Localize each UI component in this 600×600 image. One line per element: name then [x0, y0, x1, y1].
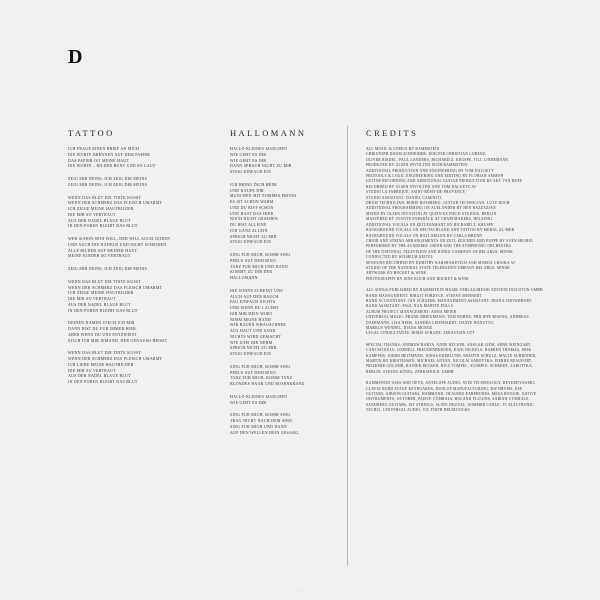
- credits-title: CREDITS: [366, 128, 419, 138]
- text-line: CONDUCTED BY WILHELM KEITEL: [366, 255, 434, 260]
- text-line: DAERMANN, LISA NEHS, SANDRA LEHNHARDT, DANTE BONUTTO,: [366, 320, 495, 325]
- text-line: IN DEN POREN BLEIBT DAS BLUT: [68, 380, 138, 384]
- lyric-stanza: [230, 289, 342, 358]
- lyric-stanza: [68, 267, 228, 273]
- text-line: STEIG EINFACH EIN: [230, 170, 272, 174]
- text-line: STUDIO OF THE NATIONAL STATE TELERADIOCOMPANY BELARUS, MINSK: [366, 265, 510, 270]
- text-line: DU BIST ALLEINE: [230, 223, 267, 227]
- text-line: OF THE NATIONAL TELEVISION AND RADIO COMPANY OF BELARUS, MINSK: [366, 249, 514, 254]
- text-line: DIE WORTE – BILDER BUNT UND SO LAUT: [68, 164, 156, 169]
- text-line: IN DEN POREN BLEIBT DAS BLUT: [68, 308, 138, 313]
- text-line: WIE GEHT ES DIR: [230, 158, 267, 163]
- text-line: UND AUCH DIE NADELN UND NICHT SCHEIDEN: [68, 242, 167, 247]
- text-line: BACKGROUND VOCALS ON HALLOMANN BY CARLA BRUNN: [366, 233, 483, 238]
- text-line: MARTIN BO KRISTENSEN, MICHAEL ANTON, NICOLAI SABOTTKA, PIERRE BEAUFORT,: [366, 359, 533, 364]
- credits-body: [366, 147, 546, 414]
- text-line: DIE MIR SO VERTRAUT: [68, 297, 116, 301]
- text-line: CANI NICKELS, CORNELL FREUDENBERGER, DANI NICKELS, DARREN THOMAS, ERIK: [366, 348, 532, 353]
- tattoo-title: TATTOO: [68, 128, 115, 138]
- text-line: BAND ASSISTANT: PAUL NAN MARTIN POLLS: [366, 304, 454, 309]
- text-line: BAND MANAGEMENT: BIRGIT FORDYCE, STEFAN MEHNERT: [366, 293, 482, 298]
- text-line: AUS DER NADEL BLAUE BLUT: [68, 302, 131, 307]
- text-line: UND WENN DU LACHST: [230, 306, 280, 310]
- text-line: PERLE AUF DEM RING: [230, 258, 276, 263]
- text-line: DIE WORTE BRENNEN AUF DEM PAPIER: [68, 152, 151, 157]
- text-line: NOCH NICHT GESEHEN: [230, 217, 278, 222]
- text-line: IN DEN POREN BLEIBT DAS BLUT: [68, 224, 138, 229]
- tattoo-lyrics: [68, 128, 228, 393]
- text-line: HALLOMANN: [230, 276, 258, 280]
- hallomann-body: [230, 147, 342, 436]
- text-line: TANZ FÜR MICH, KOMM TANZ: [230, 376, 293, 381]
- text-line: ICH ZEIGE MEINE HAUTBILDER: [68, 291, 134, 296]
- text-line: STUDIO LA FABRIQUE, SAINT-RÉMY-DE-PROVENCE: [366, 190, 466, 195]
- text-line: UND HAST DAS HIER: [230, 211, 274, 216]
- text-line: ALLE BILDER AUF MEINER HAUT: [68, 248, 138, 253]
- text-line: PRODUCED BY OLSEN INVOLTINI WITH RAMMSTEIN: [366, 163, 468, 168]
- lyric-stanza: [68, 237, 228, 260]
- lyric-stanza: [68, 351, 228, 386]
- text-line: AUCH AUF DEN BAUCH: [230, 294, 279, 299]
- text-line: UND KAUFE DIR: [230, 188, 264, 193]
- text-line: MARKUS WENDEL, DIANA MUNOZ: [366, 326, 433, 330]
- text-line: PRIZEMIR GÖLOMB, RAINER BECKER, RICO TOMPEL, SCORPIO, SCHMIDT, SABOTTKA,: [366, 364, 534, 369]
- text-line: ADDITIONAL PROGRAMMING ON AUSLÄNDER BY BEN BAZZAZIAN: [366, 206, 496, 211]
- text-line: TRAG NICHT NACH DEM SINN: [230, 419, 293, 423]
- text-line: DEINEN NAMEN STECH ICH MIR: [68, 321, 135, 326]
- lyric-stanza: [68, 147, 228, 170]
- lyric-stanza: [68, 177, 228, 189]
- text-line: DANN SPRACH NICHT ZU MIR: [230, 164, 292, 169]
- text-line: ARTWORK BY ROCKET & WINK: [366, 271, 427, 276]
- credit-block: [366, 288, 546, 337]
- text-line: UNIVERSAL MUSIC: FRANK BRIEGMANN, TOM BOHNE, PHILIPPE ROSING, ANDREAS: [366, 315, 529, 320]
- text-line: SPECIAL THANKS: ANDREW BARTA, ANNE BECKER, ANSGAR LIEM, ARNE WEINGART,: [366, 342, 532, 347]
- text-line: UND DU BIST SCHÖN: [230, 205, 274, 210]
- text-line: HALLO KLEINES MÄDCHEN: [230, 147, 288, 151]
- column-divider: [347, 126, 348, 566]
- text-line: SING FÜR MICH, KOMM SING: [230, 364, 291, 369]
- text-line: NICHTS WIRD GEMACHT: [230, 334, 282, 339]
- lyric-stanza: [230, 395, 342, 407]
- credit-block: [366, 343, 546, 375]
- text-line: AUS HAUT UND SAND: [230, 329, 276, 333]
- lyric-stanza: [230, 365, 342, 388]
- text-line: ICH BRING DICH HEIM: [230, 182, 277, 187]
- text-line: WER SCHÖN SEIN WILL, DER WILL AUCH LEIDEN: [68, 237, 171, 241]
- credit-block: [366, 147, 546, 282]
- text-line: MÜNCHEN MIT POMMES FRITES: [230, 194, 297, 199]
- text-line: SESSIONS RECORDED BY DZMITRY KARSHAKEVICH AND MARIIA CHAIKA AT: [366, 260, 516, 265]
- text-line: WIE GEHT ES DIR: [230, 152, 267, 157]
- lyric-stanza: [230, 413, 342, 436]
- hallomann-title: HALLOMANN: [230, 128, 307, 138]
- text-line: GUITARS, GIBSON GUITARS, HAMMOND, JH AUDIO EARPHONES, MESA BOOGIE, NATIVE: [366, 392, 537, 397]
- text-line: NIMM MEINE HAND: [230, 317, 272, 322]
- text-line: MEINE KINDER SO VERTRAUT: [68, 254, 131, 259]
- text-line: STUDIO ASSISTANT: DANIEL CAMINITI: [366, 195, 442, 200]
- text-line: GUITAR RECORDING AND ADDITIONAL GUITAR PRODUCTION BY SKY VAN HOFF: [366, 179, 523, 184]
- lyric-stanza: [68, 321, 228, 344]
- text-line: WENN DER SCHMERZ DAS FLEISCH UMARMT: [68, 285, 163, 290]
- text-line: CHOIR AND STRING ARRANGEMENTS ON ZEIT, ZEICHEN AND PUPPE BY SVEN HELBIG: [366, 238, 534, 243]
- text-line: ES IST SCHON WARM: [230, 200, 274, 204]
- lyric-stanza: [230, 147, 342, 176]
- text-line: DAS PAPIER IST MEINE HAUT: [68, 158, 130, 163]
- text-line: RAMMSTEIN USES AND NEVE, ANTELOPE AUDIO, AVID TECHNOLOGY, BEYERDYNAMIC,: [366, 381, 537, 386]
- text-line: RECORDED BY OLSEN INVOLTINI AND TOM DALGETY AT: [366, 184, 477, 189]
- text-line: WENN DAS BLUT DIE TINTE KÜSST: [68, 279, 142, 284]
- text-line: WIR BAUEN WHAUSCHNEE: [230, 323, 287, 328]
- text-line: TANZ FÜR MICH UND DANN: [230, 264, 288, 269]
- text-line: WENN DER SCHMERZ DAS FLEISCH UMARMT: [68, 201, 163, 206]
- text-line: DRUM TECHNICIAN: BORIS ROSSBERG, GUITAR TECHNICIAN: LUTZ ROCH: [366, 201, 510, 206]
- text-line: WIE ICHS DIR NEHM: [230, 340, 273, 345]
- text-line: SPRICH NICHT ZU MIR: [230, 346, 277, 351]
- hallomann-lyrics: [230, 128, 342, 443]
- text-line: BERLIN, STEFAN KÖNIG, ZEBRAHOLD, GMBH: [366, 369, 454, 374]
- text-line: ZEIG MIR DEINS, ICH ZEIG DIR MEINS: [68, 267, 148, 271]
- text-line: ADDITIONAL PRODUCTION AND ENGINEERING BY TOM DALGETY: [366, 168, 494, 173]
- text-line: AUS DER NADEL BLAUE BLUT: [68, 218, 131, 223]
- text-line: ICH FRAGE EINEN BRIEF AN MICH: [68, 147, 140, 151]
- text-line: ICH GANZ ALLEIN: [230, 228, 268, 233]
- text-line: SING FÜR MICH, KOMM SING: [230, 413, 291, 418]
- lyric-stanza: [68, 196, 228, 231]
- text-line: PROTOOLS & LOGIC ENGINEERING AND EDITING BY FLORIAN AMMON: [366, 174, 504, 179]
- lyric-stanza: [68, 280, 228, 315]
- lyric-stanza: [230, 253, 342, 282]
- page-letter: D: [68, 46, 84, 68]
- tattoo-body: [68, 147, 228, 386]
- text-line: FAG EINFACH NICHTS: [230, 300, 276, 305]
- credits-section: [366, 128, 546, 420]
- text-line: STEIG EINFACH EIN: [230, 352, 272, 356]
- credit-block: [366, 381, 546, 413]
- text-line: PERLE AUF DEM RING: [230, 370, 276, 375]
- text-line: ICH LIEBE MEINE HAUTBILDER: [68, 362, 134, 367]
- text-line: BLONDES HAAR UND ROSENKRANZ: [230, 382, 305, 386]
- text-line: TECH21, UNIVERSAL AUDIO, VIC FIRTH DRUMSTICKS: [366, 408, 470, 413]
- text-line: ALL SONGS PUBLISHED BY RAMMSTEIN MUSIK VERLAG/MUSIK EDITION DISCOTON GMBH: [366, 288, 543, 293]
- text-line: WENN DAS BLUT DIE TINTE KÜSST: [68, 195, 142, 200]
- text-line: GIB MIR DEIN WORT: [230, 311, 273, 316]
- text-line: ZEIG MIR DEINS, ICH ZEIG DIR MEINS: [68, 177, 148, 181]
- text-line: INSTRUMENTS, OCTOBER, PAISTE CYMBALS, ROLAND PLUGINS, SABIAN CYMBALS,: [366, 397, 530, 402]
- text-line: WENN DER SCHMERZ DAS FLEISCH UMARMT: [68, 357, 163, 361]
- text-line: MIXED BY OLSEN INVOLTINI AT QUIEN ES FIELD STUDIOS, BERLIN: [366, 211, 497, 216]
- text-line: CLAVIA NORD STAGE KEYBOARDS, DUNLOP MANUFACTURING, DW DRUMS, ESP: [366, 386, 523, 391]
- text-line: PHOTOGRAPHY BY JENS KOCH AND ROCKET & WINK: [366, 276, 470, 281]
- text-line: BACKGROUND VOCALS ON DEUTSCHLAND AND TATTOO BY MERAL AL-MER: [366, 228, 515, 233]
- text-line: SING FÜR MICH UND DANN: [230, 424, 287, 429]
- text-line: MASTERED BY SVANTE FORSBÄCK AT CHARTMAKERS, HELSINKI: [366, 217, 493, 222]
- text-line: DIE MIR SO VERTRAUT: [68, 212, 116, 217]
- text-line: KAMPFER, JOERN HEITMANN, JONAS EKERLUND, KRISTIN SCHULZ, MALTE SCHRÖDER,: [366, 353, 537, 358]
- text-line: AUS DER NADEL BLAUE BLUT: [68, 374, 131, 379]
- text-line: ALBUM PROJECT MANAGEMENT: ANNA MEIER: [366, 309, 457, 314]
- text-line: CHRISTOPH DOOM SCHNEIDER, DOKTOR CHRISTIAN LORENZ,: [366, 152, 487, 157]
- lyric-stanza: [230, 183, 342, 246]
- text-line: DIE MIR SO VERTRAUT: [68, 368, 116, 373]
- text-line: KOMMT ZU DIR DER: [230, 270, 273, 275]
- text-line: BAND ACCOUNTANT: JAN SCHAFER, MANAGEMENT ASSISTANT: DIANA CHOWDHURY: [366, 298, 532, 303]
- text-line: PERFORMED BY THE ACADEMIC CHOIR AND THE SYMPHONIC ORCHESTRA: [366, 244, 512, 249]
- text-line: STICH ICH MIR JEMAND, DER GENAUSO HEISST: [68, 338, 168, 343]
- text-line: AUF DEN WELLEN DEIN GESANG: [230, 430, 299, 435]
- text-line: ABER WENN DU UNS ENTZWEIST: [68, 332, 137, 337]
- text-line: DIE SONNE SCHEINT UNS: [230, 288, 283, 293]
- text-line: ADDITIONAL VOCALS ON ZEIT/DIAMANT BY RICHARD Z. KRUSPE: [366, 222, 494, 227]
- text-line: STEIG EINFACH EIN: [230, 240, 272, 245]
- text-line: OLIVER RIEDEL, PAUL LANDERS, RICHARD Z. KRUSPE, TILL LINDEMANN: [366, 157, 509, 162]
- text-line: WIE GEHT ES DIR: [230, 400, 267, 405]
- text-line: LEGAL CONSULTANTS: BORIS SCHADE, SEBASTIAN OTT: [366, 331, 475, 336]
- text-line: ICH ZEIGE MEINE HAUTBILDER: [68, 207, 134, 211]
- text-line: SING FÜR MICH, KOMM SING: [230, 253, 291, 257]
- text-line: ZEIG MIR DEINS, ICH ZEIG DIR MEINS: [68, 182, 148, 187]
- text-line: WENN DAS BLUT DIE TINTE KÜSST: [68, 351, 142, 356]
- text-line: SANDBERG GUITARS, SIT STRINGS, SLATE DIGITAL, SOMMER CABLE, TC ELECTRONIC,: [366, 402, 536, 407]
- text-line: DANN BIST DU FÜR IMMER HIER: [68, 327, 137, 331]
- text-line: HALLO KLEINES MÄDCHEN: [230, 394, 288, 399]
- page-number: 3: [298, 590, 300, 594]
- text-line: ALL MUSIC & LYRICS BY RAMMSTEIN: [366, 147, 440, 151]
- text-line: SPRICH NICHT ZU MIR: [230, 234, 277, 239]
